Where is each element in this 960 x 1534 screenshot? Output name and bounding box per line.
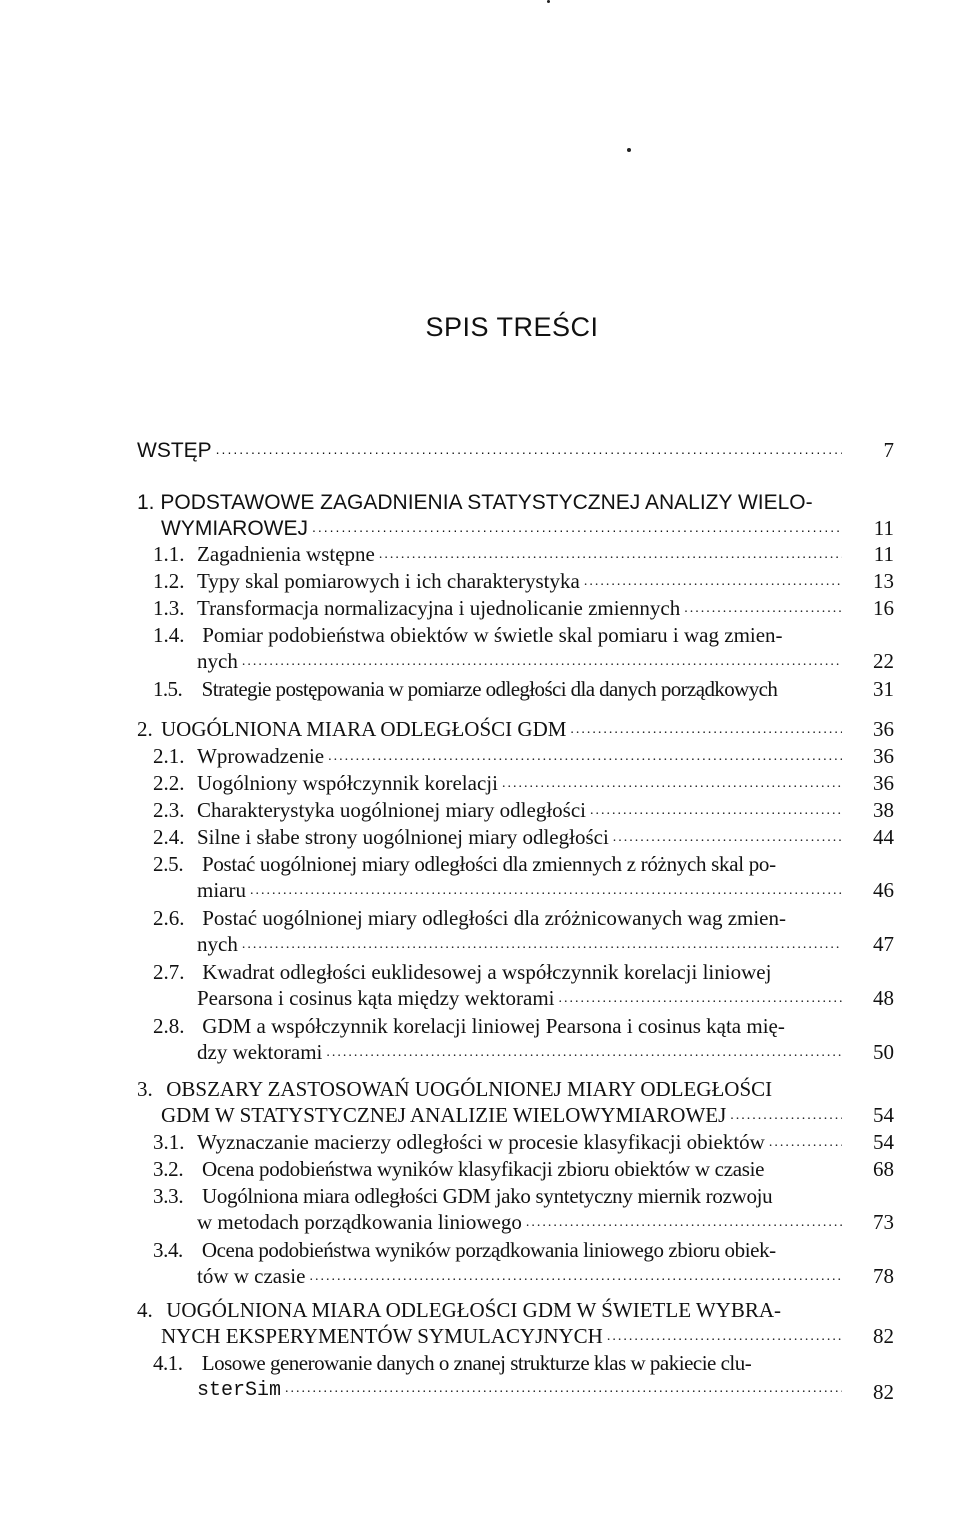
leader-dots	[285, 1375, 842, 1402]
leader-dots	[312, 514, 842, 541]
toc-entry-title: PODSTAWOWE ZAGADNIENIA STATYSTYCZNEJ ANALIZY WIELO-	[160, 491, 813, 514]
toc-entry-title-cont: NYCH EKSPERYMENTÓW SYMULACYJNYCH	[161, 1324, 603, 1348]
toc-page-number: 36	[873, 771, 894, 795]
toc-page-number: 7	[883, 438, 894, 462]
toc-entry-number: 3.4.	[153, 1238, 183, 1262]
toc-entry-title: UOGÓLNIONA MIARA ODLEGŁOŚCI GDM W ŚWIETLE WYBRA-	[166, 1298, 782, 1322]
toc-entry-number: 3.	[137, 1077, 153, 1101]
toc-entry-title: Typy skal pomiarowych i ich charakterystyka	[197, 569, 580, 593]
toc-page-number: 11	[873, 516, 894, 540]
toc-entry-number: 1.5.	[153, 677, 183, 701]
toc-page-number: 13	[873, 569, 894, 593]
toc-page-number: 46	[873, 878, 894, 902]
toc-entry-title: Wyznaczanie macierzy odległości w procesie klasyfikacji obiektów	[197, 1130, 765, 1154]
leader-dots	[607, 1323, 842, 1350]
toc-entry-number: 1.1.	[153, 542, 185, 566]
leader-dots	[570, 716, 842, 743]
toc-entry-title: Postać uogólnionej miary odległości dla zmiennych z różnych skal po-	[201, 852, 776, 876]
leader-dots	[250, 877, 842, 904]
leader-dots	[526, 1209, 842, 1236]
toc-page-number: 36	[873, 744, 894, 768]
toc-page-number: 78	[873, 1264, 894, 1288]
toc-entry-number: 1.3.	[153, 596, 185, 620]
toc-entry-title-cont: sterSim	[197, 1379, 282, 1402]
toc-entry-number: 2.3.	[153, 798, 185, 822]
toc-entry-number: 1.4.	[153, 623, 185, 647]
toc-entry-number: 2.1.	[153, 744, 185, 768]
toc-entry-title: Ocena podobieństwa wyników porządkowania liniowego zbioru obiek-	[201, 1238, 776, 1262]
print-speck	[627, 148, 631, 152]
toc-page-number: 44	[873, 825, 894, 849]
print-speck	[547, 0, 550, 3]
toc-entry-number: 4.1.	[153, 1351, 183, 1375]
toc-page-number: 54	[873, 1103, 894, 1127]
toc-page-number: 82	[873, 1380, 894, 1404]
toc-page-number: 11	[873, 542, 894, 566]
toc-page-number: 48	[873, 986, 894, 1010]
toc-entry-title-cont: w metodach porządkowania liniowego	[197, 1210, 522, 1234]
toc-entry-number: 2.4.	[153, 825, 185, 849]
toc-entry-number: 2.	[137, 717, 153, 741]
toc-entry-number: 1.2.	[153, 569, 185, 593]
leader-dots	[216, 436, 842, 463]
toc-entry-title: Charakterystyka uogólnionej miary odległości	[197, 798, 586, 822]
toc-entry-title: UOGÓLNIONA MIARA ODLEGŁOŚCI GDM	[161, 717, 567, 741]
toc-entry-title: Losowe generowanie danych o znanej strukturze klas w pakiecie clu-	[201, 1351, 752, 1375]
toc-entry-title: OBSZARY ZASTOSOWAŃ UOGÓLNIONEJ MIARY ODLEGŁOŚCI	[166, 1077, 773, 1101]
toc-entry-title: Uogólniona miara odległości GDM jako syntetyczny miernik rozwoju	[201, 1184, 773, 1208]
toc-entry-number: 1.	[137, 491, 155, 514]
toc-entry-number: 2.2.	[153, 771, 185, 795]
toc-page-number: 82	[873, 1324, 894, 1348]
toc-entry-title-cont: Pearsona i cosinus kąta między wektorami	[197, 986, 555, 1010]
page-title: SPIS TREŚCI	[425, 312, 599, 342]
toc-page-number: 16	[873, 596, 894, 620]
toc-entry-title: Postać uogólnionej miary odległości dla zróżnicowanych wag zmien-	[202, 906, 786, 930]
toc-page-number: 54	[873, 1130, 894, 1154]
toc-entry-title: Strategie postępowania w pomiarze odległości dla danych porządkowych	[201, 677, 778, 701]
toc-entry-number: 3.3.	[153, 1184, 184, 1208]
leader-dots	[730, 1102, 842, 1129]
toc-page-number: 22	[873, 649, 894, 673]
toc-entry-title-cont: tów w czasie	[197, 1264, 306, 1288]
toc-entry-number: 2.7.	[153, 960, 185, 984]
toc-entry-title: Transformacja normalizacyjna i ujednolicanie zmiennych	[197, 596, 681, 620]
toc-entry-title: Zagadnienia wstępne	[197, 542, 375, 566]
leader-dots	[613, 824, 842, 851]
toc-entry-number: 2.8.	[153, 1014, 185, 1038]
toc-entry-title-cont: nych	[197, 932, 238, 956]
toc-entry-title-cont: GDM W STATYSTYCZNEJ ANALIZIE WIELOWYMIAROWEJ	[161, 1103, 727, 1127]
toc-entry-title-cont: miaru	[197, 878, 246, 902]
toc-entry-title: Pomiar podobieństwa obiektów w świetle skal pomiaru i wag zmien-	[202, 623, 783, 647]
leader-dots	[502, 770, 842, 797]
toc-page-number: 36	[873, 717, 894, 741]
toc-page-number: 73	[873, 1210, 894, 1234]
leader-dots	[590, 797, 842, 824]
toc-entry-title: Ocena podobieństwa wyników klasyfikacji zbioru obiektów w czasie	[201, 1157, 765, 1181]
toc-entry-title: GDM a współczynnik korelacji liniowej Pearsona i cosinus kąta mię-	[202, 1014, 785, 1038]
toc-entry-title-cont: WYMIAROWEJ	[161, 517, 308, 540]
toc-entry-title: Wprowadzenie	[197, 744, 325, 768]
toc-entry-number: 3.2.	[153, 1157, 184, 1181]
toc-entry-number: 3.1.	[153, 1130, 185, 1154]
toc-page-number: 31	[873, 677, 894, 701]
toc-entry-title-cont: nych	[197, 649, 238, 673]
toc-entry-title: Uogólniony współczynnik korelacji	[197, 771, 498, 795]
toc-page-number: 50	[873, 1040, 894, 1064]
leader-dots	[558, 985, 842, 1012]
leader-dots	[242, 648, 842, 675]
toc-entry-title: WSTĘP	[137, 439, 212, 462]
leader-dots	[309, 1263, 842, 1290]
toc-entry-number: 2.6.	[153, 906, 185, 930]
toc-entry-number: 2.5.	[153, 852, 184, 876]
leader-dots	[379, 541, 842, 568]
toc-entry-title: Kwadrat odległości euklidesowej a współczynnik korelacji liniowej	[202, 960, 772, 984]
toc-page-number: 68	[873, 1157, 894, 1181]
leader-dots	[242, 931, 842, 958]
leader-dots	[328, 743, 842, 770]
leader-dots	[684, 595, 842, 622]
leader-dots	[584, 568, 842, 595]
toc-entry-title: Silne i słabe strony uogólnionej miary odległości	[197, 825, 609, 849]
toc-entry-title-cont: dzy wektorami	[197, 1040, 323, 1064]
toc-entry-number: 4.	[137, 1298, 153, 1322]
leader-dots	[326, 1039, 842, 1066]
toc-page-number: 38	[873, 798, 894, 822]
leader-dots	[769, 1129, 842, 1156]
toc-page-number: 47	[873, 932, 894, 956]
